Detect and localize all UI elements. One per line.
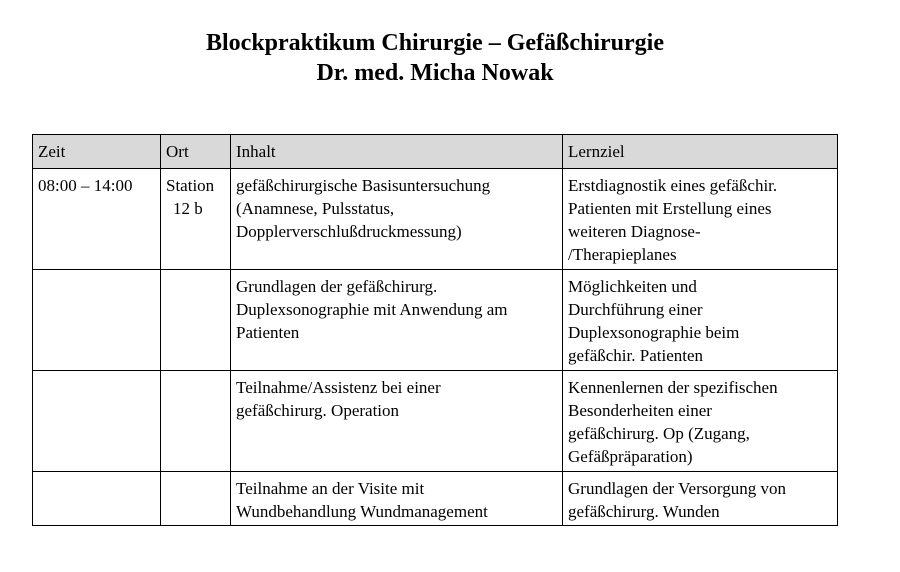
inhalt-line: Teilnahme/Assistenz bei einer bbox=[236, 378, 441, 397]
document-title bbox=[0, 28, 870, 88]
ort-line: 12 b bbox=[173, 199, 203, 218]
cell-zeit bbox=[33, 371, 161, 472]
title-line-1: Blockpraktikum Chirurgie – Gefäßchirurgie bbox=[206, 30, 664, 56]
table-body bbox=[33, 169, 838, 526]
inhalt-line: gefäßchirurg. Operation bbox=[236, 401, 400, 420]
header-ort: Ort bbox=[161, 135, 231, 169]
lernziel-line: Duplexsonographie beim bbox=[568, 323, 740, 342]
schedule-table bbox=[32, 134, 838, 526]
cell-zeit bbox=[33, 270, 161, 371]
cell-lernziel bbox=[563, 169, 838, 270]
table-row bbox=[33, 169, 838, 270]
cell-ort bbox=[161, 169, 231, 270]
cell-ort bbox=[161, 371, 231, 472]
cell-lernziel bbox=[563, 371, 838, 472]
cell-ort bbox=[161, 472, 231, 526]
inhalt-line: gefäßchirurgische Basisuntersuchung bbox=[236, 176, 491, 195]
lernziel-line: Grundlagen der Versorgung von bbox=[568, 479, 786, 498]
lernziel-line: Kennenlernen der spezifischen bbox=[568, 378, 778, 397]
cell-lernziel bbox=[563, 270, 838, 371]
table-header bbox=[33, 135, 838, 169]
lernziel-line: weiteren Diagnose- bbox=[568, 222, 701, 241]
table-row bbox=[33, 371, 838, 472]
zeit-text: 08:00 – 14:00 bbox=[38, 176, 133, 195]
inhalt-line: (Anamnese, Pulsstatus, bbox=[236, 199, 395, 218]
table-row bbox=[33, 270, 838, 371]
cell-ort bbox=[161, 270, 231, 371]
lernziel-line: /Therapieplanes bbox=[568, 245, 677, 264]
cell-inhalt bbox=[231, 169, 563, 270]
lernziel-line: Gefäßpräparation) bbox=[568, 447, 693, 466]
inhalt-line: Grundlagen der gefäßchirurg. bbox=[236, 277, 438, 296]
cell-zeit bbox=[33, 169, 161, 270]
inhalt-line: Dopplerverschlußdruckmessung) bbox=[236, 222, 462, 241]
cell-inhalt bbox=[231, 270, 563, 371]
lernziel-line: Möglichkeiten und bbox=[568, 277, 697, 296]
cell-inhalt bbox=[231, 472, 563, 526]
inhalt-line: Wundbehandlung Wundmanagement bbox=[236, 502, 488, 521]
lernziel-line: gefäßchirurg. Op (Zugang, bbox=[568, 424, 750, 443]
lernziel-line: Patienten mit Erstellung eines bbox=[568, 199, 772, 218]
inhalt-line: Duplexsonographie mit Anwendung am bbox=[236, 300, 508, 319]
ort-line: Station bbox=[166, 176, 215, 195]
table-row bbox=[33, 472, 838, 526]
header-lernziel: Lernziel bbox=[563, 135, 838, 169]
lernziel-line: gefäßchirurg. Wunden bbox=[568, 502, 720, 521]
inhalt-line: Teilnahme an der Visite mit bbox=[236, 479, 425, 498]
lernziel-line: Besonderheiten einer bbox=[568, 401, 712, 420]
title-line-2: Dr. med. Micha Nowak bbox=[316, 60, 554, 86]
cell-zeit bbox=[33, 472, 161, 526]
lernziel-line: Erstdiagnostik eines gefäßchir. bbox=[568, 176, 778, 195]
header-zeit: Zeit bbox=[33, 135, 161, 169]
inhalt-line: Patienten bbox=[236, 323, 300, 342]
lernziel-line: gefäßchir. Patienten bbox=[568, 346, 704, 365]
cell-lernziel bbox=[563, 472, 838, 526]
header-inhalt: Inhalt bbox=[231, 135, 563, 169]
cell-inhalt bbox=[231, 371, 563, 472]
header-row bbox=[33, 135, 838, 169]
lernziel-line: Durchführung einer bbox=[568, 300, 703, 319]
